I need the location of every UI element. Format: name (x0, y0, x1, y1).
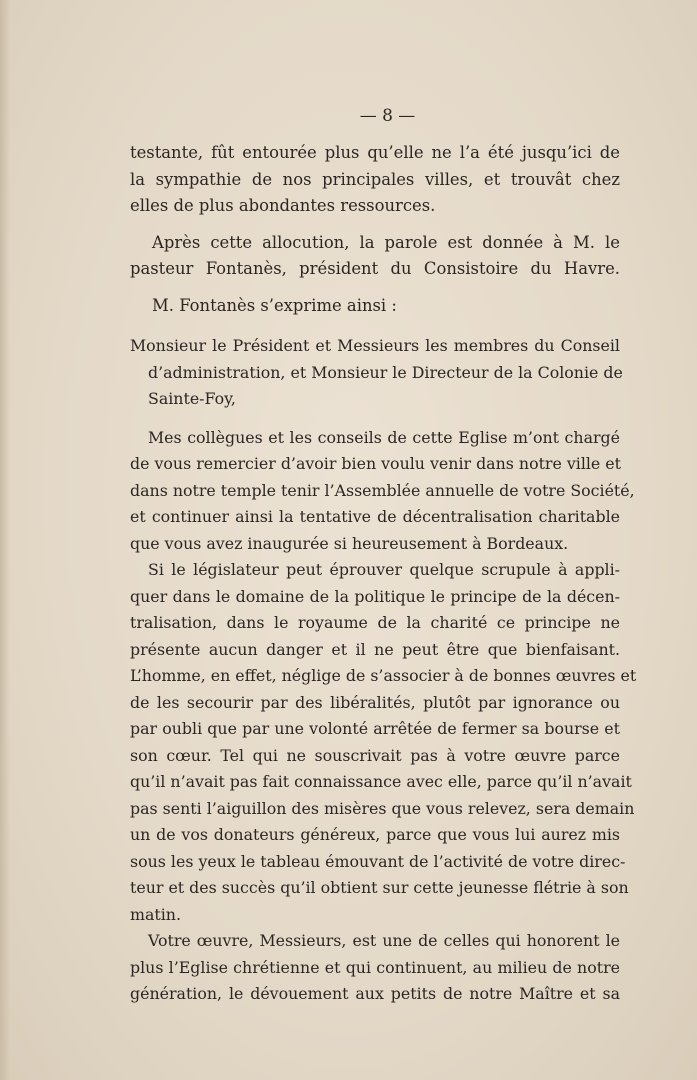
text-line: de les secourir par des libéralités, plutôt par ignorance ou (130, 692, 620, 712)
text-line: Si le législateur peut éprouver quelque scrupule à appli- (148, 560, 620, 579)
text-line: elles de plus abondantes ressources. (130, 196, 436, 215)
text-line: M. Fontanès s’exprime ainsi : (152, 295, 397, 315)
text-line: Après cette allocution, la parole est donnée à M. le (152, 232, 620, 252)
text-line: testante, fût entourée plus qu’elle ne l’a été jusqu’ici de (130, 143, 620, 162)
text-line: dans notre temple tenir l’Assemblée annuelle de votre Société, (130, 480, 635, 500)
text-line: Monsieur le Président et Messieurs les membres du Conseil (130, 336, 620, 355)
text-line: quer dans le domaine de la politique le principe de la décen- (130, 586, 620, 606)
text-line: présente aucun danger et il ne peut être que bienfaisant. (130, 639, 620, 659)
text-line: par oubli que par une volonté arrêtée de fermer sa bourse et (130, 719, 620, 738)
text-line: matin. (130, 904, 181, 924)
text-line: que vous avez inaugurée si heureusement à Bordeaux. (130, 533, 569, 553)
text-line: Votre œuvre, Messieurs, est une de celles qui honorent le (148, 931, 620, 950)
paragraph (130, 293, 620, 320)
text-line: teur et des succès qu’il obtient sur cette jeunesse flétrie à son (130, 878, 629, 897)
page-text (130, 102, 637, 1008)
text-line: d’administration, et Monsieur le Directeur de la Colonie de (148, 362, 623, 382)
text-line: génération, le dévouement aux petits de notre Maître et sa (130, 984, 620, 1003)
paragraph (130, 140, 620, 220)
page-number: — 8 — (359, 106, 416, 126)
paragraph (130, 557, 637, 928)
paragraph (130, 230, 620, 283)
text-line: pas senti l’aiguillon des misères que vous relevez, sera demain (130, 798, 635, 818)
page-edge-shadow (0, 0, 10, 1080)
text-line: la sympathie de nos principales villes, et trouvât chez (130, 169, 620, 189)
salutation (130, 333, 623, 413)
text-line: de vous remercier d’avoir bien voulu venir dans notre ville et (130, 454, 621, 473)
text-line: pasteur Fontanès, président du Consistoire du Havre. (130, 259, 620, 278)
text-line: sous les yeux le tableau émouvant de l’activité de votre direc- (130, 851, 626, 871)
text-line: L’homme, en effet, néglige de s’associer à de bonnes œuvres et (130, 666, 637, 685)
text-line: son cœur. Tel qui ne souscrivait pas à votre œuvre parce (130, 745, 620, 765)
text-line: qu’il n’avait pas fait connaissance avec elle, parce qu’il n’avait (130, 772, 632, 791)
text-line: Sainte-Foy, (148, 389, 236, 408)
text-line: un de vos donateurs généreux, parce que vous lui aurez mis (130, 825, 620, 844)
text-line: tralisation, dans le royaume de la charité ce principe ne (130, 613, 620, 632)
text-line: Mes collègues et les conseils de cette Eglise m’ont chargé (148, 427, 620, 447)
paragraph (130, 928, 620, 1008)
text-line: plus l’Eglise chrétienne et qui continuent, au milieu de notre (130, 957, 620, 977)
text-line: et continuer ainsi la tentative de décentralisation charitable (130, 507, 620, 526)
paragraph (130, 425, 635, 558)
